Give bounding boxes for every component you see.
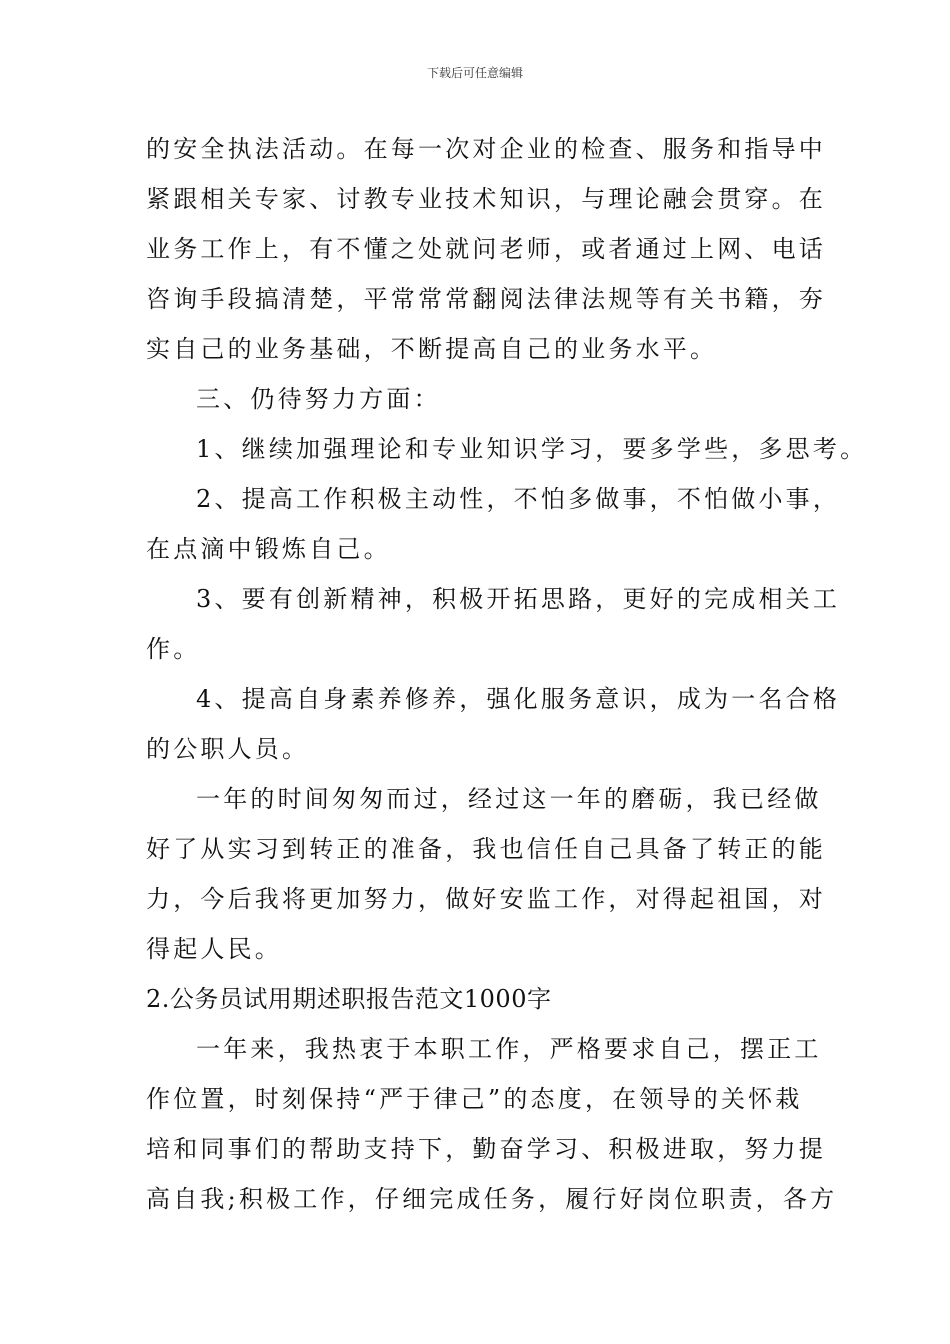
text-line: 1、继续加强理论和专业知识学习，要多学些，多思考。 (196, 435, 868, 463)
text-line: 在点滴中锻炼自己。 (146, 535, 391, 563)
text-line: 培和同事们的帮助支持下，勤奋学习、积极进取，努力提 (146, 1135, 826, 1163)
article-heading: 2.公务员试用期述职报告范文1000字 (146, 985, 552, 1013)
text-line: 好了从实习到转正的准备，我也信任自己具备了转正的能 (146, 835, 826, 863)
text-line: 业务工作上，有不懂之处就问老师，或者通过上网、电话 (146, 235, 826, 263)
document-body (146, 124, 868, 1224)
text-line: 力，今后我将更加努力，做好安监工作，对得起祖国，对 (146, 885, 826, 913)
text-line: 作位置，时刻保持“严于律己”的态度，在领导的关怀栽 (146, 1085, 803, 1113)
text-line: 一年的时间匆匆而过，经过这一年的磨砺，我已经做 (196, 785, 822, 813)
text-line: 2、提高工作积极主动性，不怕多做事，不怕做小事， (196, 485, 841, 513)
text-line: 高自我;积极工作，仔细完成任务，履行好岗位职责，各方 (146, 1185, 838, 1213)
text-line: 咨询手段搞清楚，平常常常翻阅法律法规等有关书籍，夯 (146, 285, 826, 313)
page-header: 下载后可任意编辑 (426, 66, 523, 80)
text-line: 的安全执法活动。在每一次对企业的检查、服务和指导中 (146, 135, 826, 163)
text-line: 3、要有创新精神，积极开拓思路，更好的完成相关工 (196, 585, 841, 613)
text-line: 4、提高自身素养修养，强化服务意识，成为一名合格 (196, 685, 841, 713)
text-line: 一年来，我热衷于本职工作，严格要求自己，摆正工 (196, 1035, 822, 1063)
text-line: 紧跟相关专家、讨教专业技术知识，与理论融会贯穿。在 (146, 185, 826, 213)
text-line: 的公职人员。 (146, 735, 310, 763)
text-line: 作。 (146, 635, 201, 663)
text-line: 得起人民。 (146, 935, 282, 963)
text-line: 实自己的业务基础，不断提高自己的业务水平。 (146, 335, 718, 363)
section-heading: 三、仍待努力方面： (196, 385, 441, 413)
